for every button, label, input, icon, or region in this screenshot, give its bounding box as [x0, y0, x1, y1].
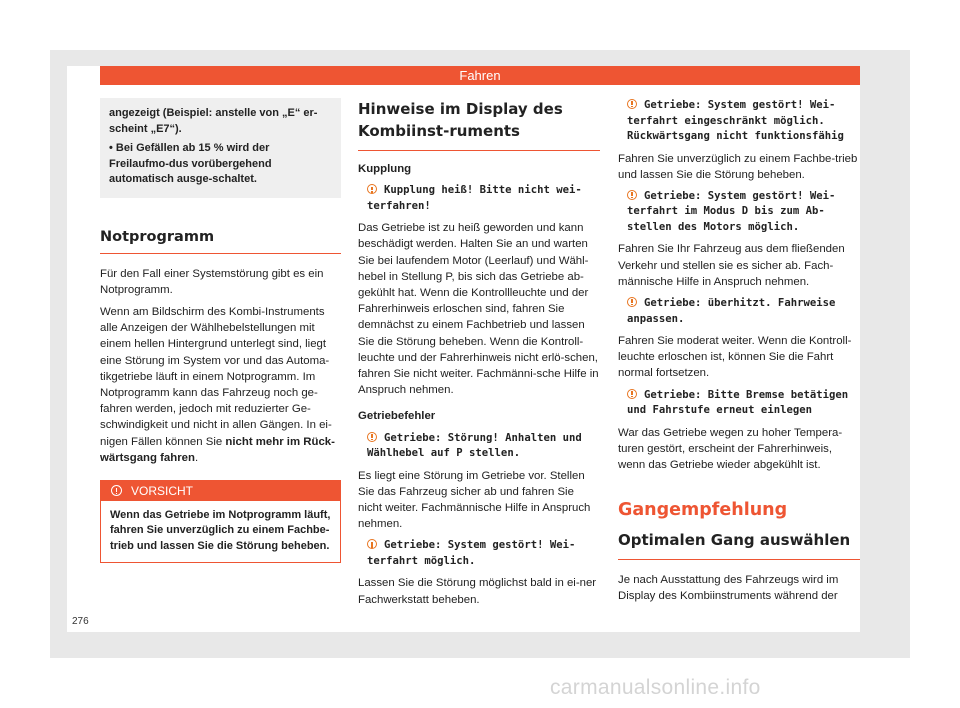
info-box-text: angezeigt (Beispiel: anstelle von „E“ er-scheint „E7“).: [109, 107, 318, 135]
display-message-text: Kupplung heiß! Bitte nicht wei-terfahren!: [367, 184, 582, 212]
display-message: [358, 431, 600, 462]
display-message-text: Getriebe: System gestört! Wei-terfahrt eingeschränkt möglich. Rückwärtsgang nicht funktionsfähig: [627, 99, 844, 142]
warning-icon: [627, 190, 637, 200]
subheading-getriebefehler: Getriebefehler: [358, 410, 436, 423]
warning-icon: [627, 99, 637, 109]
column-right: [618, 98, 860, 605]
paragraph: Für den Fall einer Systemstörung gibt es ein Notprogramm.: [100, 267, 324, 296]
paragraph: Fahren Sie unverzüglich zu einem Fachbe-trieb und lassen Sie die Störung beheben.: [618, 152, 858, 181]
column-left: [100, 98, 341, 563]
paragraph-text: Wenn am Bildschirm des Kombi-Instruments alle Anzeigen der Wählhebelstellungen mit einem hellen Hintergrund unterlegt sind, liegt eine Störung im System vor und das Automa-tikgetriebe läuft in einem Notprogramm. Im Notprogramm kann das Fahrzeug noch ge-fahren werden, jedoch mit reduzierter Ge-schwindigkeit und nicht in allen Gängen. In ei-nigen Fällen können Sie: [100, 305, 332, 448]
display-message: [618, 388, 860, 419]
caution-text: Wenn das Getriebe im Notprogramm läuft, fahren Sie unverzüglich zu einem Fachbe-trieb und lassen Sie die Störung beheben.: [110, 508, 331, 552]
paragraph: Das Getriebe ist zu heiß geworden und kann beschädigt werden. Halten Sie an und warten Sie bei laufendem Motor (Leerlauf) und Wähl-hebel in Stellung P, bis sich das Getriebe ab-gekühlt hat. Wenn die Kontrollleuchte und der Fahrerhinweis erloschen sind, fahren Sie demnächst zu einem Fachbetrieb und lassen Sie die Störung beheben. Wenn die Kontroll-leuchte und der Fahrerhinweis nicht erlö-schen, fahren Sie nicht weiter. Fachmänni-sche Hilfe in Anspruch nehmen.: [358, 222, 599, 397]
chapter-header: Fahren: [100, 66, 860, 85]
paragraph: Fahren Sie Ihr Fahrzeug aus dem fließenden Verkehr und stellen sie es sicher ab. Fach-männische Hilfe in Anspruch nehmen.: [618, 243, 845, 288]
watermark: carmanualsonline.info: [550, 676, 761, 699]
paragraph: Fahren Sie moderat weiter. Wenn die Kontroll-leuchte erloschen ist, können Sie die Fahrt normal fortsetzen.: [618, 335, 852, 380]
warning-icon: [367, 184, 377, 194]
display-message-text: Getriebe: Störung! Anhalten und Wählhebel auf P stellen.: [367, 431, 582, 460]
paragraph: Lassen Sie die Störung möglichst bald in ei-ner Fachwerkstatt beheben.: [358, 577, 597, 606]
display-message: [358, 183, 600, 214]
display-message: [618, 189, 860, 236]
display-message-text: Getriebe: System gestört! Wei-terfahrt im Modus D bis zum Ab-stellen des Motors möglich.: [627, 189, 836, 233]
caution-header: [101, 481, 340, 501]
display-message-text: Getriebe: Bitte Bremse betätigen und Fahrstufe erneut einlegen: [627, 388, 849, 417]
paragraph: Es liegt eine Störung im Getriebe vor. Stellen Sie das Fahrzeug sicher ab und fahren Sie nicht weiter. Fachmännische Hilfe in Anspruch nehmen.: [358, 469, 591, 531]
emphasis-text: nicht mehr im Rück-wärtsgang fahren: [100, 435, 335, 464]
subsection-title: Optimalen Gang auswählen: [618, 529, 860, 560]
display-message-text: Getriebe: System gestört! Wei-terfahrt möglich.: [367, 539, 576, 567]
warning-icon: [367, 539, 377, 549]
display-message: [358, 538, 600, 569]
section-title-hinweise: Hinweise im Display des Kombiinst-ruments: [358, 98, 600, 151]
column-middle: [358, 98, 600, 608]
paragraph: War das Getriebe wegen zu hoher Tempera-turen gestört, erscheint der Fahrerhinweis, wenn das Getriebe wieder abgekühlt ist.: [618, 426, 843, 472]
display-message: [618, 296, 860, 327]
display-message-text: Getriebe: überhitzt. Fahrweise anpassen.: [627, 297, 836, 325]
paragraph: [100, 304, 341, 466]
caution-title: VORSICHT: [131, 483, 194, 498]
info-box-bullet: • Bei Gefällen ab 15 % wird der Freilaufmo-dus vorübergehend automatisch ausge-schaltet.: [109, 142, 272, 185]
page-number: 276: [72, 616, 89, 627]
section-title-gangempfehlung: Gangempfehlung: [618, 500, 788, 521]
display-message: [618, 98, 860, 145]
warning-icon: [111, 485, 122, 496]
paragraph: Je nach Ausstattung des Fahrzeugs wird im Display des Kombiinstruments während der: [618, 574, 839, 603]
info-box: [100, 98, 341, 198]
warning-icon: [367, 432, 377, 442]
section-title-notprogramm: Notprogramm: [100, 228, 341, 254]
paragraph-end: .: [194, 451, 199, 464]
subheading-kupplung: Kupplung: [358, 163, 412, 175]
warning-icon: [627, 389, 637, 399]
warning-icon: [627, 297, 637, 307]
caution-box: [100, 480, 341, 564]
